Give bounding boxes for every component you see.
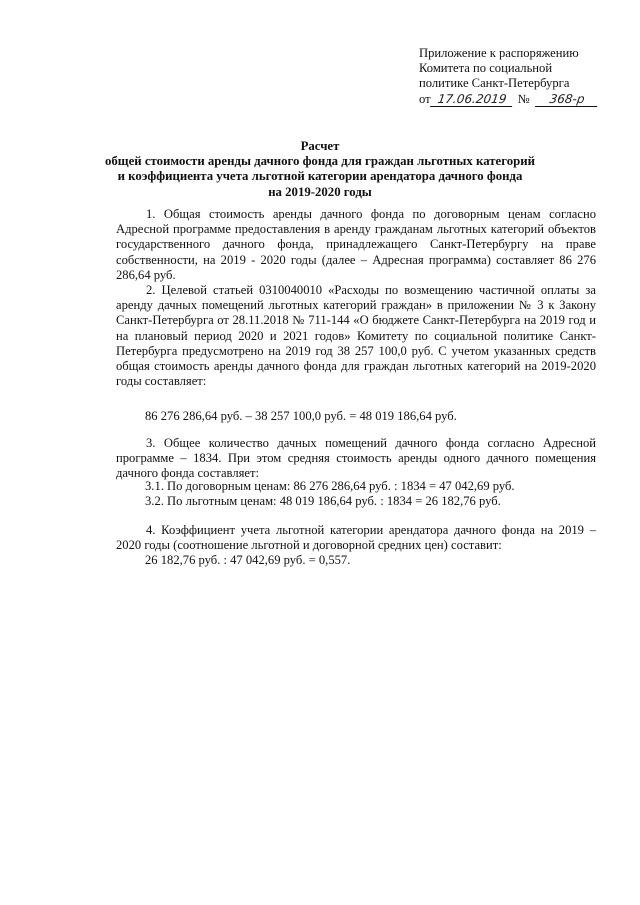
annex-header xyxy=(419,46,624,107)
number-sign: № xyxy=(517,91,530,106)
paragraph-3 xyxy=(116,436,596,482)
annex-date-number-line xyxy=(419,92,624,107)
subitem-3-2: 3.2. По льготным ценам: 48 019 186,64 руб. : 1834 = 26 182,76 руб. xyxy=(145,494,501,508)
paragraph-3-text: 3. Общее количество дачных помещений дачного фонда согласно Адресной программе – 1834. При этом средняя стоимость аренды одного дачного помещения дачного фонда составляет: xyxy=(116,436,596,481)
title-line-4: на 2019-2020 годы xyxy=(268,184,372,199)
paragraph-1-text: 1. Общая стоимость аренды дачного фонда по договорным ценам согласно Адресной программе предоставления в аренду гражданам льготных категорий объектов государственного дачного фонда, принадлежащего Санкт-Петербургу на праве собственности, на 2019 - 2020 годы (далее – Адресная программа) составляет 86 276 286,64 руб. xyxy=(116,207,596,282)
annex-line-3: политике Санкт-Петербурга xyxy=(419,76,570,91)
paragraph-4 xyxy=(116,523,596,553)
subitem-3-1: 3.1. По договорным ценам: 86 276 286,64 руб. : 1834 = 47 042,69 руб. xyxy=(145,479,515,493)
paragraph-2 xyxy=(116,283,596,389)
handwritten-date: 17.06.2019 xyxy=(430,93,514,107)
title-line-1: Расчет xyxy=(300,139,340,153)
handwritten-number: 368-р xyxy=(535,93,599,107)
formula-2: 26 182,76 руб. : 47 042,69 руб. = 0,557. xyxy=(145,553,351,567)
date-prefix: от xyxy=(419,91,431,106)
annex-line-1: Приложение к распоряжению xyxy=(419,46,579,60)
title-line-3: и коэффициента учета льготной категории арендатора дачного фонда xyxy=(117,169,523,184)
paragraph-4-text: 4. Коэффициент учета льготной категории арендатора дачного фонда на 2019 – 2020 годы (соотношение льготной и договорной средних цен) составит: xyxy=(116,523,596,553)
document-title xyxy=(100,139,540,200)
paragraph-2-text: 2. Целевой статьей 0310040010 «Расходы по возмещению частичной оплаты за аренду дачных помещений льготных категорий граждан» в приложении № 3 к Закону Санкт-Петербурга от 28.11.2018 № 711-144 «О бюджете Санкт-Петербурга на 2019 год и на плановый период 2020 и 2021 годов» Комитету по социальной политике Санкт-Петербурга предусмотрено на 2019 год 38 257 100,0 руб. С учетом указанных средств общая стоимость аренды дачного фонда для граждан льготных категорий на 2019-2020 годы составляет: xyxy=(116,283,596,389)
formula-1: 86 276 286,64 руб. – 38 257 100,0 руб. = 48 019 186,64 руб. xyxy=(145,409,457,423)
paragraph-1 xyxy=(116,207,596,283)
annex-line-2: Комитета по социальной xyxy=(419,61,553,76)
title-line-2: общей стоимости аренды дачного фонда для граждан льготных категорий xyxy=(105,154,535,169)
